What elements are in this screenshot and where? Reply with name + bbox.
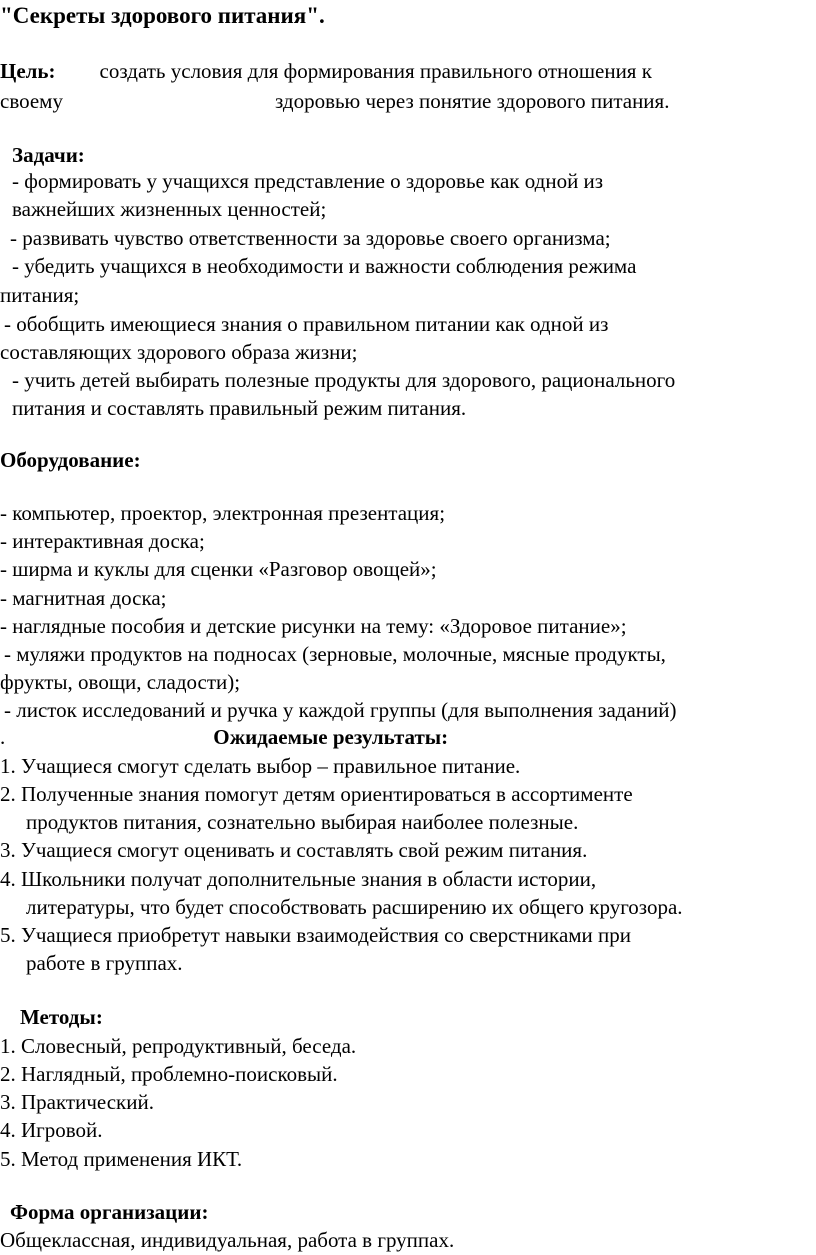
results-line: 3. Учащиеся смогут оценивать и составлять свой режим питания.: [0, 838, 588, 862]
tasks-line: составляющих здорового образа жизни;: [0, 340, 358, 364]
organization-heading: Форма организации:: [10, 1200, 209, 1224]
goal-text-1: создать условия для формирования правильного отношения к: [99, 59, 652, 83]
equipment-line: - ширма и куклы для сценки «Разговор овощей»;: [0, 557, 437, 581]
methods-line: 2. Наглядный, проблемно-поисковый.: [0, 1062, 338, 1086]
organization-line: Общеклассная, индивидуальная, работа в группах.: [0, 1228, 455, 1252]
document-title: "Секреты здорового питания".: [0, 3, 325, 28]
methods-line: 1. Словесный, репродуктивный, беседа.: [0, 1034, 357, 1058]
results-line: работе в группах.: [26, 951, 183, 975]
tasks-line: - формировать у учащихся представление о здоровье как одной из: [12, 169, 604, 193]
results-line: 2. Полученные знания помогут детям ориентироваться в ассортименте: [0, 782, 633, 806]
results-dot: .: [0, 725, 6, 749]
equipment-line: - компьютер, проектор, электронная презентация;: [0, 501, 446, 525]
equipment-line: - интерактивная доска;: [0, 529, 205, 553]
goal-label: Цель:: [0, 59, 56, 83]
methods-line: 3. Практический.: [0, 1090, 154, 1114]
tasks-line: - убедить учащихся в необходимости и важности соблюдения режима: [12, 254, 637, 278]
results-line: 4. Школьники получат дополнительные знания в области истории,: [0, 867, 597, 891]
methods-line: 4. Игровой.: [0, 1118, 103, 1142]
equipment-line: - магнитная доска;: [0, 586, 167, 610]
goal-text-2a: своему: [0, 89, 63, 113]
results-line: продуктов питания, сознательно выбирая наиболее полезные.: [26, 810, 579, 834]
equipment-heading: Оборудование:: [0, 448, 141, 472]
results-heading-line: [0, 724, 448, 750]
tasks-line: питания и составлять правильный режим питания.: [12, 396, 467, 420]
goal-text-2b: здоровью через понятие здорового питания.: [274, 89, 670, 113]
results-heading: Ожидаемые результаты:: [213, 725, 449, 749]
results-line: 5. Учащиеся приобретут навыки взаимодействия со сверстниками при: [0, 923, 632, 947]
results-line: 1. Учащиеся смогут сделать выбор – правильное питание.: [0, 754, 521, 778]
tasks-heading: Задачи:: [12, 143, 85, 167]
methods-heading: Методы:: [20, 1005, 103, 1029]
goal-line-1: [0, 58, 652, 84]
goal-line-2: [0, 88, 669, 114]
tasks-line: питания;: [0, 283, 80, 307]
tasks-line: - развивать чувство ответственности за здоровье своего организма;: [10, 226, 611, 250]
tasks-line: важнейших жизненных ценностей;: [12, 197, 327, 221]
methods-line: 5. Метод применения ИКТ.: [0, 1147, 243, 1171]
tasks-line: - учить детей выбирать полезные продукты для здорового, рационального: [12, 368, 676, 392]
equipment-line: - наглядные пособия и детские рисунки на тему: «Здоровое питание»;: [0, 614, 627, 638]
equipment-line: фрукты, овощи, сладости);: [0, 670, 241, 694]
equipment-line: - листок исследований и ручка у каждой группы (для выполнения заданий): [4, 698, 677, 722]
tasks-line: - обобщить имеющиеся знания о правильном питании как одной из: [4, 312, 609, 336]
equipment-line: - муляжи продуктов на подносах (зерновые, молочные, мясные продукты,: [4, 642, 666, 666]
results-line: литературы, что будет способствовать расширению их общего кругозора.: [26, 895, 683, 919]
